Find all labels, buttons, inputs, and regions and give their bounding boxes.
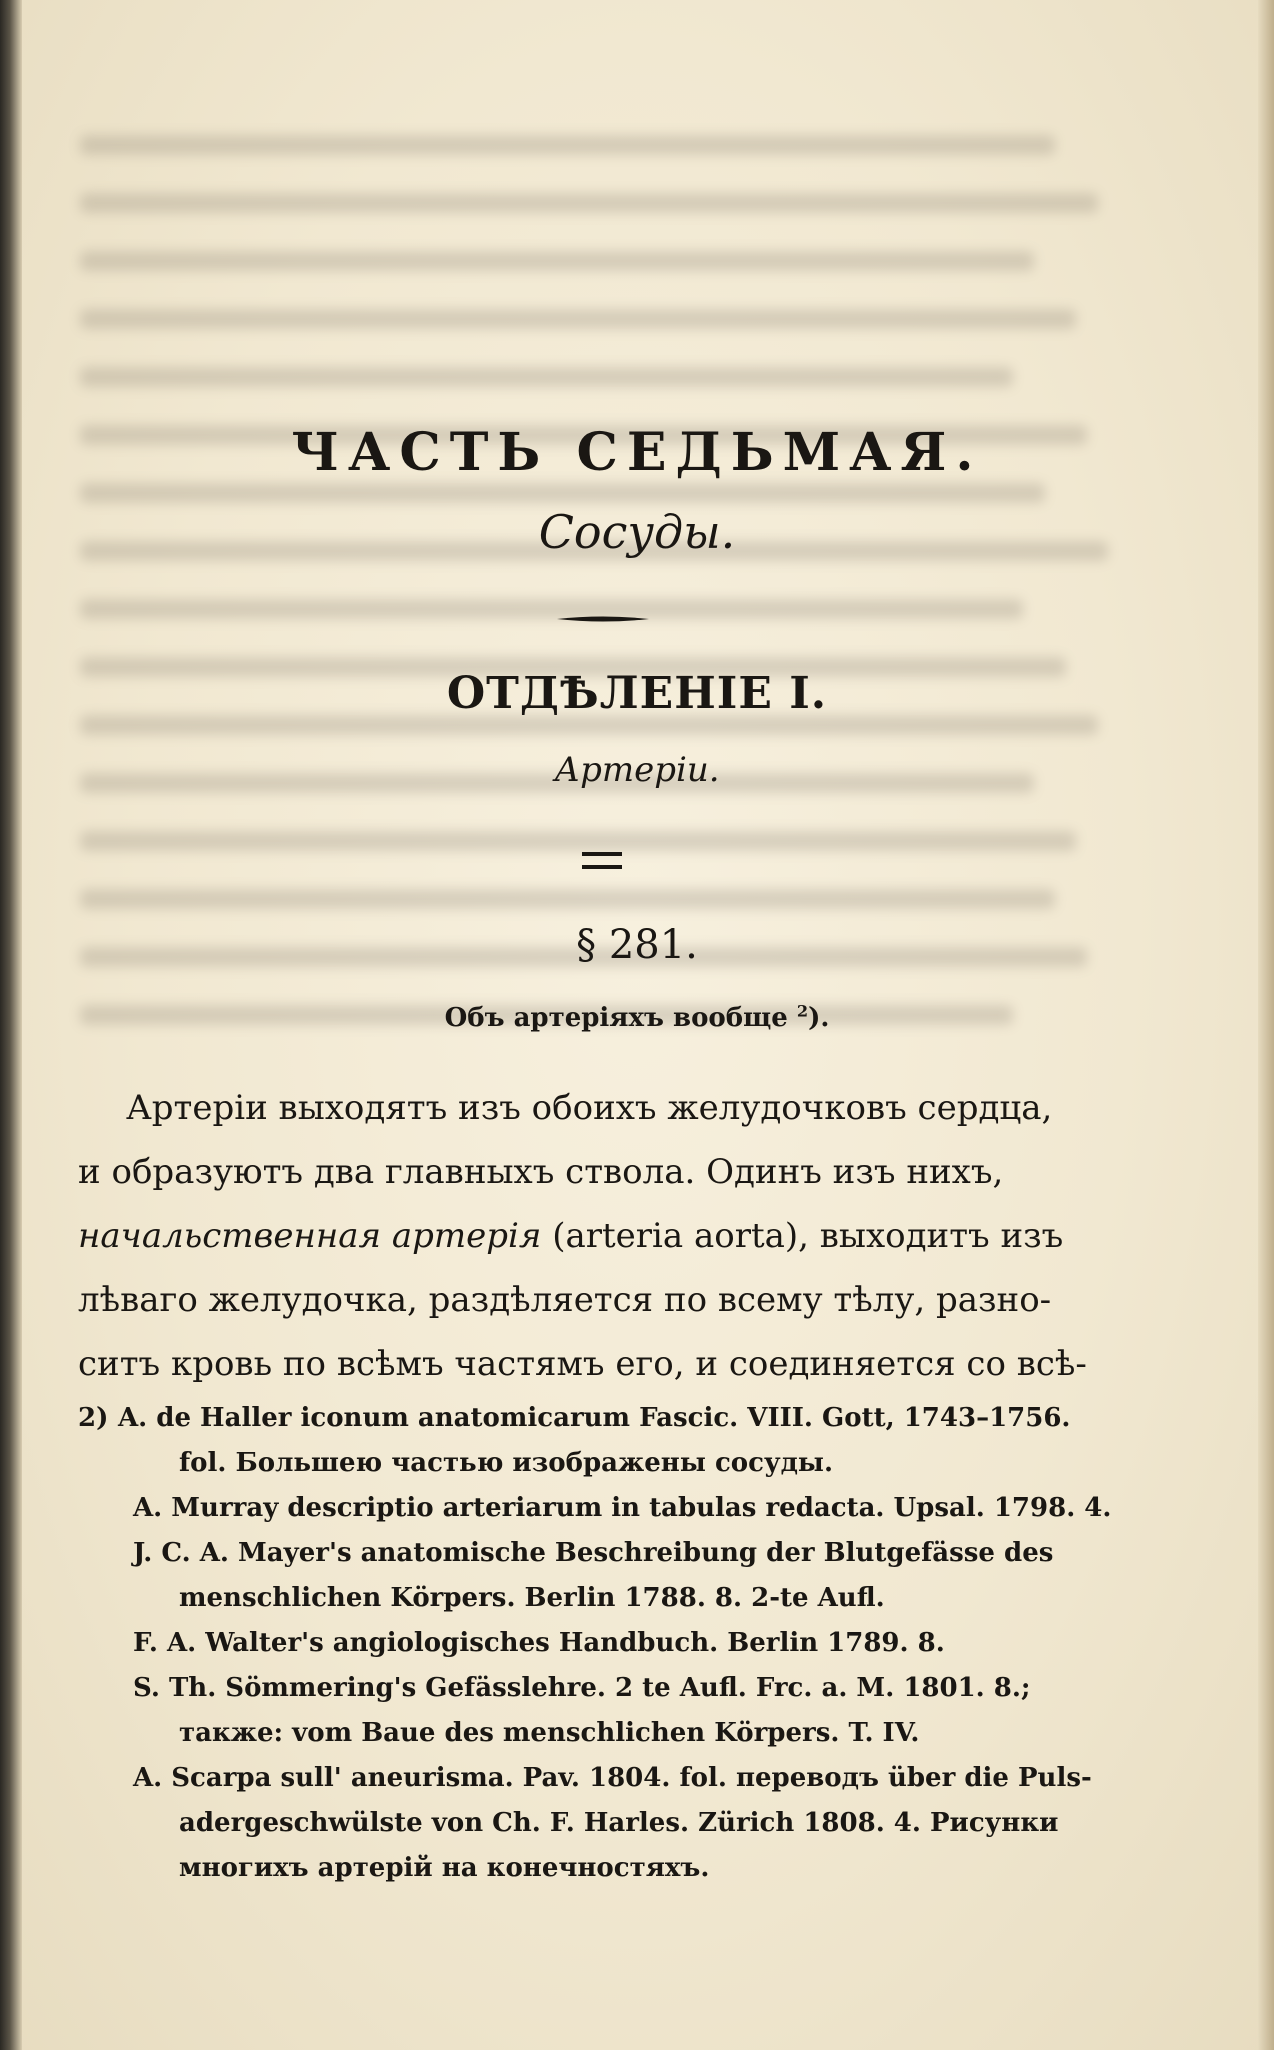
body-line: и образуютъ два главныхъ ствола. Одинъ изъ нихъ, <box>78 1152 1004 1192</box>
body-line: Артеріи выходятъ изъ обоихъ желудочковъ сердца, <box>126 1088 1053 1128</box>
body-text <box>78 1076 1148 1396</box>
footnote-line: A. Scarpa sull' aneurisma. Pav. 1804. fol. переводъ über die Puls- <box>133 1763 1092 1793</box>
body-line-rest: (arteria aorta), выходитъ изъ <box>552 1216 1064 1256</box>
footnote-line: J. C. A. Mayer's anatomische Beschreibung der Blutgefässe des <box>133 1538 1054 1568</box>
section-title: ОТДѢЛЕНІЕ I. <box>446 668 828 719</box>
footnote-line: fol. Большею частью изображены сосуды. <box>179 1448 834 1478</box>
footnote-line: S. Th. Sömmering's Gefässlehre. 2 te Aufl. Frc. a. M. 1801. 8.; <box>133 1673 1031 1703</box>
term-italic: начальственная артерія <box>78 1216 542 1256</box>
double-rule-divider <box>582 852 622 869</box>
body-line: ситъ кровь по всѣмъ частямъ его, и соединяется со всѣ- <box>78 1344 1087 1384</box>
footnote-text: A. de Haller iconum anatomicarum Fascic. VIII. Gott, 1743–1756. <box>118 1403 1071 1433</box>
footnote-line: menschlichen Körpers. Berlin 1788. 8. 2-te Aufl. <box>179 1583 885 1613</box>
footnote-line: многихъ артерій на конечностяхъ. <box>179 1853 710 1883</box>
paragraph-heading-text: Объ артеріяхъ вообще <box>444 1003 788 1033</box>
footnote-reference: 2 <box>796 1001 809 1021</box>
paragraph-heading-end: ). <box>808 1003 830 1033</box>
footnote-line: также: vom Baue des menschlichen Körpers. T. IV. <box>179 1718 920 1748</box>
body-line <box>78 1204 1148 1268</box>
ornament-dash <box>557 615 649 623</box>
section-subtitle: Артеріи. <box>554 750 720 790</box>
paragraph-number: § 281. <box>576 922 698 968</box>
footnote-line: adergeschwülste von Ch. F. Harles. Zürich 1808. 4. Рисунки <box>179 1808 1059 1838</box>
part-subtitle: Сосуды. <box>538 505 736 559</box>
footnote-line: A. Murray descriptio arteriarum in tabulas redacta. Upsal. 1798. 4. <box>133 1493 1112 1523</box>
footnote-line: F. A. Walter's angiologisches Handbuch. Berlin 1789. 8. <box>133 1628 945 1658</box>
body-line: лѣваго желудочка, раздѣляется по всему тѣлу, разно- <box>78 1280 1052 1320</box>
footnote-marker: 2) <box>78 1403 109 1433</box>
footnotes <box>78 1396 1158 1891</box>
footnote-line <box>78 1396 1158 1441</box>
part-title: ЧАСТЬ СЕДЬМАЯ. <box>291 422 983 483</box>
paragraph-heading <box>0 1003 1274 1033</box>
